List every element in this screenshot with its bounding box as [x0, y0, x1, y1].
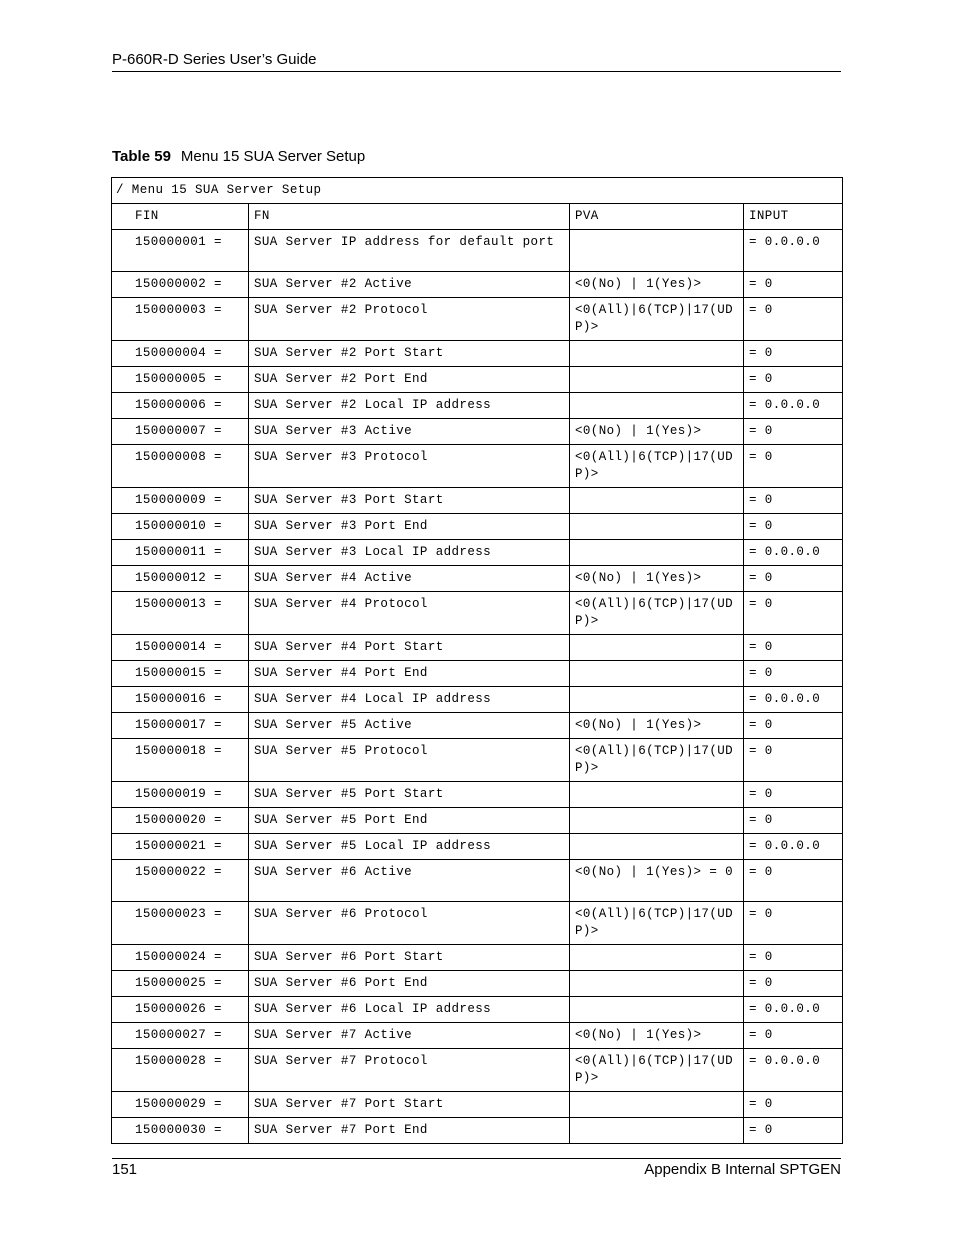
input-cell: = 0 [744, 1118, 843, 1144]
menu-title-cell: / Menu 15 SUA Server Setup [112, 178, 843, 204]
pva-cell: <0(No) | 1(Yes)> [570, 419, 744, 445]
pva-cell [570, 808, 744, 834]
pva-cell [570, 834, 744, 860]
fn-cell: SUA Server #2 Local IP address [249, 393, 570, 419]
table-caption [112, 148, 365, 165]
input-cell: = 0 [744, 902, 843, 945]
fn-cell: SUA Server #3 Active [249, 419, 570, 445]
table-row [112, 1092, 843, 1118]
fin-cell: 150000006 = [112, 393, 249, 419]
fin-cell: 150000008 = [112, 445, 249, 488]
fn-cell: SUA Server #3 Port Start [249, 488, 570, 514]
input-cell: = 0.0.0.0 [744, 997, 843, 1023]
table-row [112, 393, 843, 419]
fn-cell: SUA Server #4 Port Start [249, 635, 570, 661]
column-header-pva: PVA [570, 204, 744, 230]
pva-cell [570, 393, 744, 419]
pva-cell: <0(No) | 1(Yes)> [570, 272, 744, 298]
pva-cell [570, 230, 744, 272]
fn-cell: SUA Server #7 Port Start [249, 1092, 570, 1118]
input-cell: = 0 [744, 860, 843, 902]
input-cell: = 0 [744, 945, 843, 971]
table-row [112, 230, 843, 272]
fin-cell: 150000007 = [112, 419, 249, 445]
fn-cell: SUA Server #5 Active [249, 713, 570, 739]
input-cell: = 0 [744, 514, 843, 540]
fin-cell: 150000021 = [112, 834, 249, 860]
fn-cell: SUA Server #6 Protocol [249, 902, 570, 945]
table-row [112, 971, 843, 997]
fin-cell: 150000023 = [112, 902, 249, 945]
pva-cell: <0(All)|6(TCP)|17(UDP)> [570, 1049, 744, 1092]
fin-cell: 150000013 = [112, 592, 249, 635]
fin-cell: 150000020 = [112, 808, 249, 834]
input-cell: = 0 [744, 1092, 843, 1118]
fin-cell: 150000030 = [112, 1118, 249, 1144]
fn-cell: SUA Server #5 Port End [249, 808, 570, 834]
fn-cell: SUA Server #3 Port End [249, 514, 570, 540]
table-row [112, 739, 843, 782]
pva-cell [570, 341, 744, 367]
fn-cell: SUA Server #6 Port Start [249, 945, 570, 971]
fn-cell: SUA Server #2 Port End [249, 367, 570, 393]
input-cell: = 0.0.0.0 [744, 540, 843, 566]
table-row [112, 1023, 843, 1049]
pva-cell [570, 782, 744, 808]
fin-cell: 150000012 = [112, 566, 249, 592]
fin-cell: 150000014 = [112, 635, 249, 661]
fin-cell: 150000016 = [112, 687, 249, 713]
input-cell: = 0 [744, 592, 843, 635]
fin-cell: 150000029 = [112, 1092, 249, 1118]
column-header-fn: FN [249, 204, 570, 230]
table-row [112, 1049, 843, 1092]
table-row [112, 635, 843, 661]
table-row [112, 687, 843, 713]
fn-cell: SUA Server #2 Port Start [249, 341, 570, 367]
input-cell: = 0 [744, 782, 843, 808]
fin-cell: 150000009 = [112, 488, 249, 514]
fn-cell: SUA Server #5 Port Start [249, 782, 570, 808]
table-row [112, 445, 843, 488]
table-row [112, 419, 843, 445]
input-cell: = 0 [744, 1023, 843, 1049]
fn-cell: SUA Server #4 Port End [249, 661, 570, 687]
input-cell: = 0 [744, 971, 843, 997]
header-rule [112, 71, 841, 72]
input-cell: = 0 [744, 298, 843, 341]
table-row [112, 592, 843, 635]
fn-cell: SUA Server #6 Port End [249, 971, 570, 997]
fn-cell: SUA Server #2 Active [249, 272, 570, 298]
table-row [112, 997, 843, 1023]
input-cell: = 0 [744, 419, 843, 445]
fn-cell: SUA Server #7 Active [249, 1023, 570, 1049]
table-caption-label: Table 59 [112, 148, 171, 165]
fin-cell: 150000024 = [112, 945, 249, 971]
footer-section-title: Appendix B Internal SPTGEN [644, 1161, 841, 1178]
fin-cell: 150000026 = [112, 997, 249, 1023]
pva-cell [570, 971, 744, 997]
table-row [112, 661, 843, 687]
input-cell: = 0 [744, 713, 843, 739]
fin-cell: 150000017 = [112, 713, 249, 739]
pva-cell: <0(All)|6(TCP)|17(UDP)> [570, 739, 744, 782]
table-row [112, 860, 843, 902]
pva-cell [570, 945, 744, 971]
table-row [112, 488, 843, 514]
pva-cell: <0(No) | 1(Yes)> [570, 566, 744, 592]
fin-cell: 150000003 = [112, 298, 249, 341]
pva-cell [570, 997, 744, 1023]
table-body [112, 178, 843, 1144]
fn-cell: SUA Server #4 Local IP address [249, 687, 570, 713]
fn-cell: SUA Server #3 Protocol [249, 445, 570, 488]
fn-cell: SUA Server IP address for default port [249, 230, 570, 272]
column-header-fin: FIN [112, 204, 249, 230]
input-cell: = 0 [744, 341, 843, 367]
pva-cell: <0(All)|6(TCP)|17(UDP)> [570, 902, 744, 945]
fin-cell: 150000022 = [112, 860, 249, 902]
pva-cell [570, 367, 744, 393]
fn-cell: SUA Server #4 Protocol [249, 592, 570, 635]
pva-cell [570, 1118, 744, 1144]
table-row [112, 272, 843, 298]
input-cell: = 0 [744, 808, 843, 834]
table-row [112, 834, 843, 860]
fn-cell: SUA Server #5 Protocol [249, 739, 570, 782]
fn-cell: SUA Server #3 Local IP address [249, 540, 570, 566]
table-row [112, 782, 843, 808]
input-cell: = 0 [744, 367, 843, 393]
fin-cell: 150000025 = [112, 971, 249, 997]
table-row [112, 341, 843, 367]
table-row [112, 367, 843, 393]
input-cell: = 0 [744, 272, 843, 298]
fn-cell: SUA Server #5 Local IP address [249, 834, 570, 860]
pva-cell: <0(All)|6(TCP)|17(UDP)> [570, 592, 744, 635]
pva-cell [570, 514, 744, 540]
footer-rule [112, 1158, 841, 1159]
table-row [112, 808, 843, 834]
table-caption-title: Menu 15 SUA Server Setup [180, 148, 366, 165]
fin-cell: 150000015 = [112, 661, 249, 687]
input-cell: = 0 [744, 488, 843, 514]
input-cell: = 0.0.0.0 [744, 230, 843, 272]
pva-cell: <0(No) | 1(Yes)> = 0 [570, 860, 744, 902]
pva-cell: <0(No) | 1(Yes)> [570, 713, 744, 739]
fin-cell: 150000027 = [112, 1023, 249, 1049]
fn-cell: SUA Server #2 Protocol [249, 298, 570, 341]
column-header-row [112, 204, 843, 230]
fin-cell: 150000005 = [112, 367, 249, 393]
pva-cell [570, 540, 744, 566]
input-cell: = 0 [744, 739, 843, 782]
fin-cell: 150000004 = [112, 341, 249, 367]
fin-cell: 150000011 = [112, 540, 249, 566]
pva-cell [570, 635, 744, 661]
fin-cell: 150000018 = [112, 739, 249, 782]
pva-cell [570, 488, 744, 514]
table-row [112, 902, 843, 945]
fin-cell: 150000010 = [112, 514, 249, 540]
fn-cell: SUA Server #7 Protocol [249, 1049, 570, 1092]
input-cell: = 0 [744, 566, 843, 592]
table-row [112, 566, 843, 592]
pva-cell [570, 687, 744, 713]
fn-cell: SUA Server #6 Active [249, 860, 570, 902]
fin-cell: 150000028 = [112, 1049, 249, 1092]
input-cell: = 0 [744, 635, 843, 661]
table-row [112, 514, 843, 540]
pva-cell: <0(All)|6(TCP)|17(UDP)> [570, 445, 744, 488]
pva-cell: <0(No) | 1(Yes)> [570, 1023, 744, 1049]
input-cell: = 0.0.0.0 [744, 834, 843, 860]
sua-server-setup-table [111, 177, 843, 1144]
pva-cell [570, 661, 744, 687]
input-cell: = 0.0.0.0 [744, 1049, 843, 1092]
fin-cell: 150000002 = [112, 272, 249, 298]
table-row [112, 713, 843, 739]
input-cell: = 0 [744, 661, 843, 687]
table-row [112, 1118, 843, 1144]
table-row [112, 540, 843, 566]
fn-cell: SUA Server #7 Port End [249, 1118, 570, 1144]
page-number: 151 [112, 1161, 138, 1178]
fn-cell: SUA Server #4 Active [249, 566, 570, 592]
input-cell: = 0 [744, 445, 843, 488]
running-header: P-660R-D Series User’s Guide [112, 51, 317, 68]
fin-cell: 150000001 = [112, 230, 249, 272]
menu-title-row [112, 178, 843, 204]
input-cell: = 0.0.0.0 [744, 687, 843, 713]
fin-cell: 150000019 = [112, 782, 249, 808]
pva-cell [570, 1092, 744, 1118]
fn-cell: SUA Server #6 Local IP address [249, 997, 570, 1023]
table-row [112, 298, 843, 341]
pva-cell: <0(All)|6(TCP)|17(UDP)> [570, 298, 744, 341]
input-cell: = 0.0.0.0 [744, 393, 843, 419]
column-header-input: INPUT [744, 204, 843, 230]
table-row [112, 945, 843, 971]
